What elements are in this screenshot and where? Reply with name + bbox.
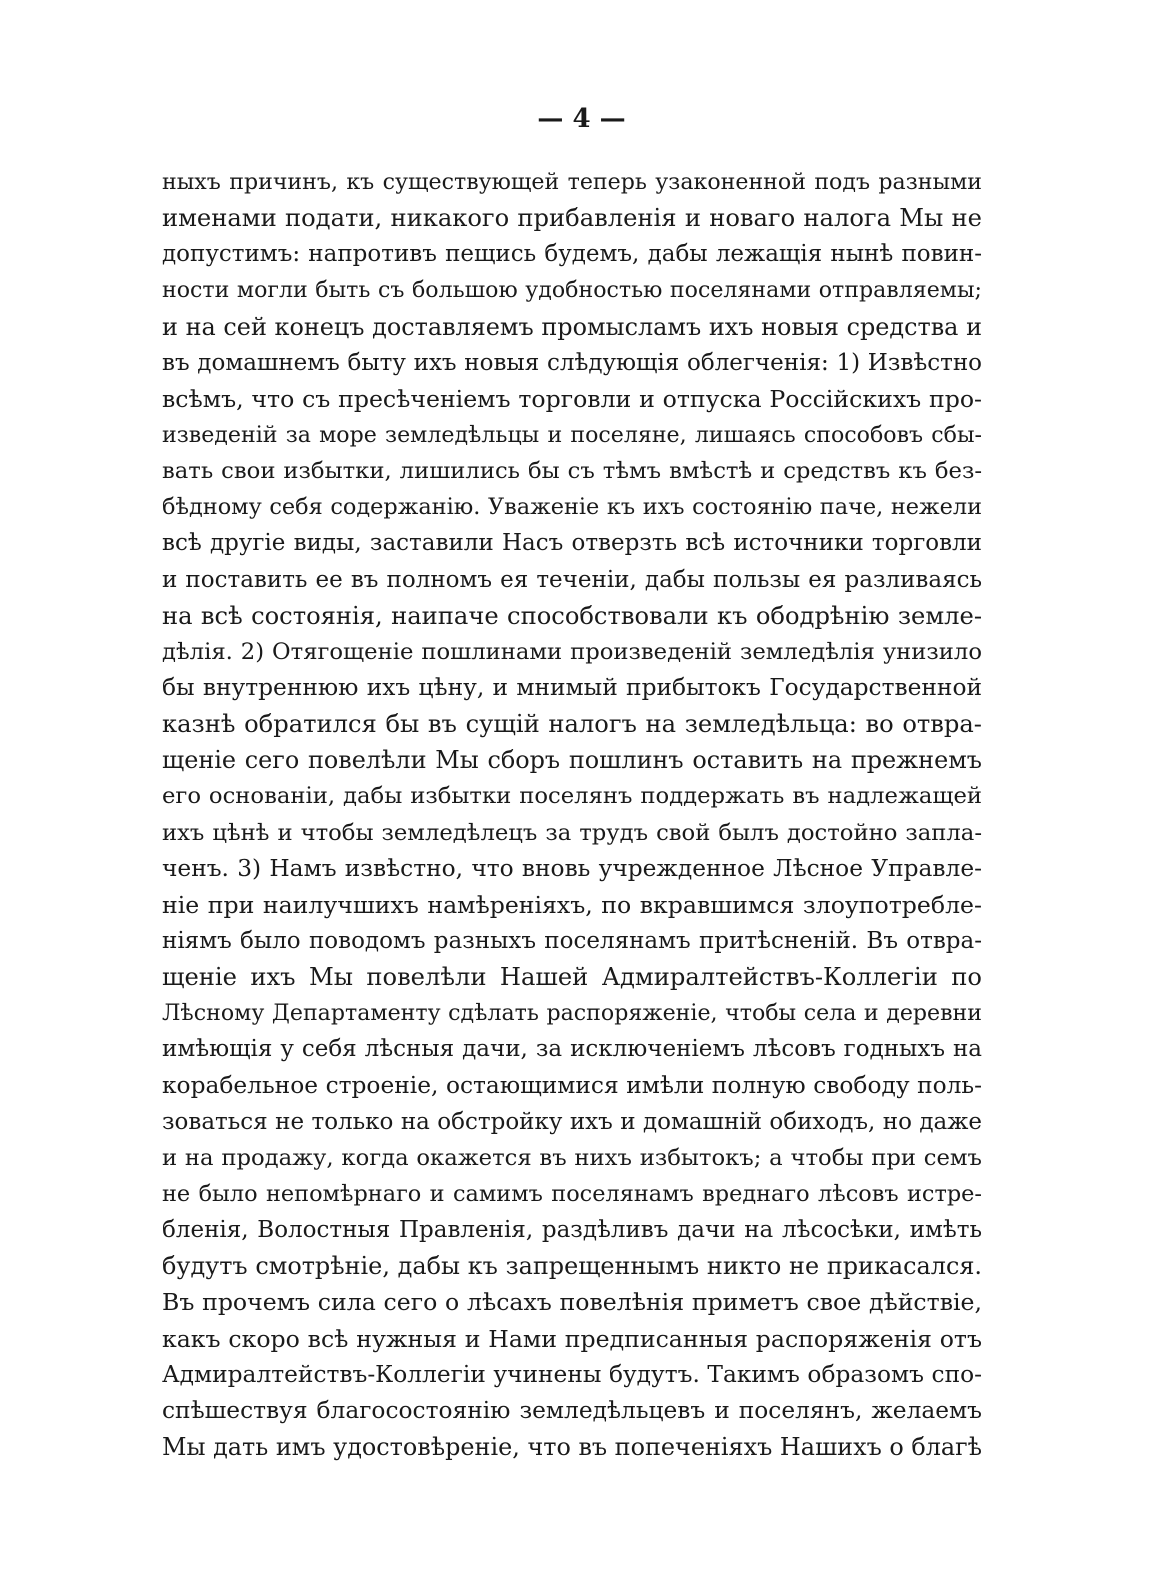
text-line: ихъ цѣнѣ и чтобы земледѣлецъ за трудъ свой былъ достойно запла- [162, 819, 982, 846]
text-line: его основаніи, дабы избытки поселянъ поддержать въ надлежащей [162, 783, 982, 810]
text-line: будутъ смотрѣніе, дабы къ запрещеннымъ никто не прикасался. [162, 1252, 982, 1281]
text-line: въ домашнемъ быту ихъ новыя слѣдующія облегченія: 1) Извѣстно [162, 349, 982, 376]
text-line: всѣ другіе виды, заставили Насъ отверзть всѣ источники торговли [162, 530, 982, 557]
text-line: ченъ. 3) Намъ извѣстно, что вновь учрежденное Лѣсное Управле- [162, 854, 982, 882]
text-line: ніямъ было поводомъ разныхъ поселянамъ притѣсненій. Въ отвра- [162, 927, 982, 954]
text-line: бѣдному себя содержанію. Уваженіе къ ихъ состоянію паче, нежели [162, 494, 982, 521]
text-line: ныхъ причинъ, къ существующей теперь узаконенной подъ разными [162, 169, 982, 195]
text-line: казнѣ обратился бы въ сущій налогъ на земледѣльца: во отвра- [162, 710, 982, 739]
text-line: Адмиралтействъ-Коллегіи учинены будутъ. Такимъ образомъ спо- [162, 1360, 982, 1388]
text-line: щеніе ихъ Мы повелѣли Нашей Адмиралтействъ-Коллегіи по [162, 963, 982, 992]
text-line: допустимъ: напротивъ пещись будемъ, дабы лежащія нынѣ повин- [162, 241, 982, 268]
text-line: и поставить ее въ полномъ ея теченіи, дабы пользы ея разливаясь [162, 566, 982, 593]
text-line: ности могли быть съ большою удобностью поселянами отправляемы; [162, 277, 982, 304]
text-line: имѣющія у себя лѣсныя дачи, за исключеніемъ лѣсовъ годныхъ на [162, 1036, 982, 1063]
text-line: корабельное строеніе, остающимися имѣли полную свободу поль- [162, 1071, 982, 1099]
text-line: ніе при наилучшихъ намѣреніяхъ, по вкравшимся злоупотребле- [162, 890, 982, 919]
text-line: Въ прочемъ сила сего о лѣсахъ повелѣнія приметъ свое дѣйствіе, [162, 1288, 982, 1317]
body-text [162, 164, 982, 1465]
text-line: дѣлія. 2) Отягощеніе пошлинами произведеній земледѣлія унизило [162, 638, 982, 665]
text-line: не было непомѣрнаго и самимъ поселянамъ вреднаго лѣсовъ истре- [162, 1180, 982, 1207]
text-line: на всѣ состоянія, наипаче способствовали къ ободрѣнію земле- [162, 601, 982, 630]
text-line: Лѣсному Департаменту сдѣлать распоряженіе, чтобы села и деревни [162, 1000, 982, 1027]
text-line: вать свои избытки, лишились бы съ тѣмъ вмѣстѣ и средствъ къ без- [162, 458, 982, 485]
text-line: и на сей конецъ доставляемъ промысламъ ихъ новыя средства и [162, 312, 982, 341]
text-line: и на продажу, когда окажется въ нихъ избытокъ; а чтобы при семъ [162, 1144, 982, 1171]
text-line: щеніе сего повелѣли Мы сборъ пошлинъ оставить на прежнемъ [162, 746, 982, 775]
text-line: спѣшествуя благосостоянію земледѣльцевъ и поселянъ, желаемъ [162, 1396, 982, 1424]
page-number: — 4 — [537, 104, 626, 134]
text-line: Мы дать имъ удостовѣреніе, что въ попеченіяхъ Нашихъ о благѣ [162, 1432, 983, 1461]
text-line: бленія, Волостныя Правленія, раздѣливъ дачи на лѣсосѣки, имѣть [162, 1217, 982, 1244]
text-line: зоваться не только на обстройку ихъ и домашній обиходъ, но даже [162, 1108, 982, 1135]
text-line: именами подати, никакого прибавленія и новаго налога Мы не [162, 204, 982, 233]
text-line: бы внутреннюю ихъ цѣну, и мнимый прибытокъ Государственной [162, 673, 982, 701]
text-line: всѣмъ, что съ пресѣченіемъ торговли и отпуска Россійскихъ про- [162, 384, 982, 413]
text-line: изведеній за море земледѣльцы и поселяне, лишаясь способовъ сбы- [162, 421, 982, 448]
text-line: какъ скоро всѣ нужныя и Нами предписанныя распоряженія отъ [162, 1324, 982, 1353]
